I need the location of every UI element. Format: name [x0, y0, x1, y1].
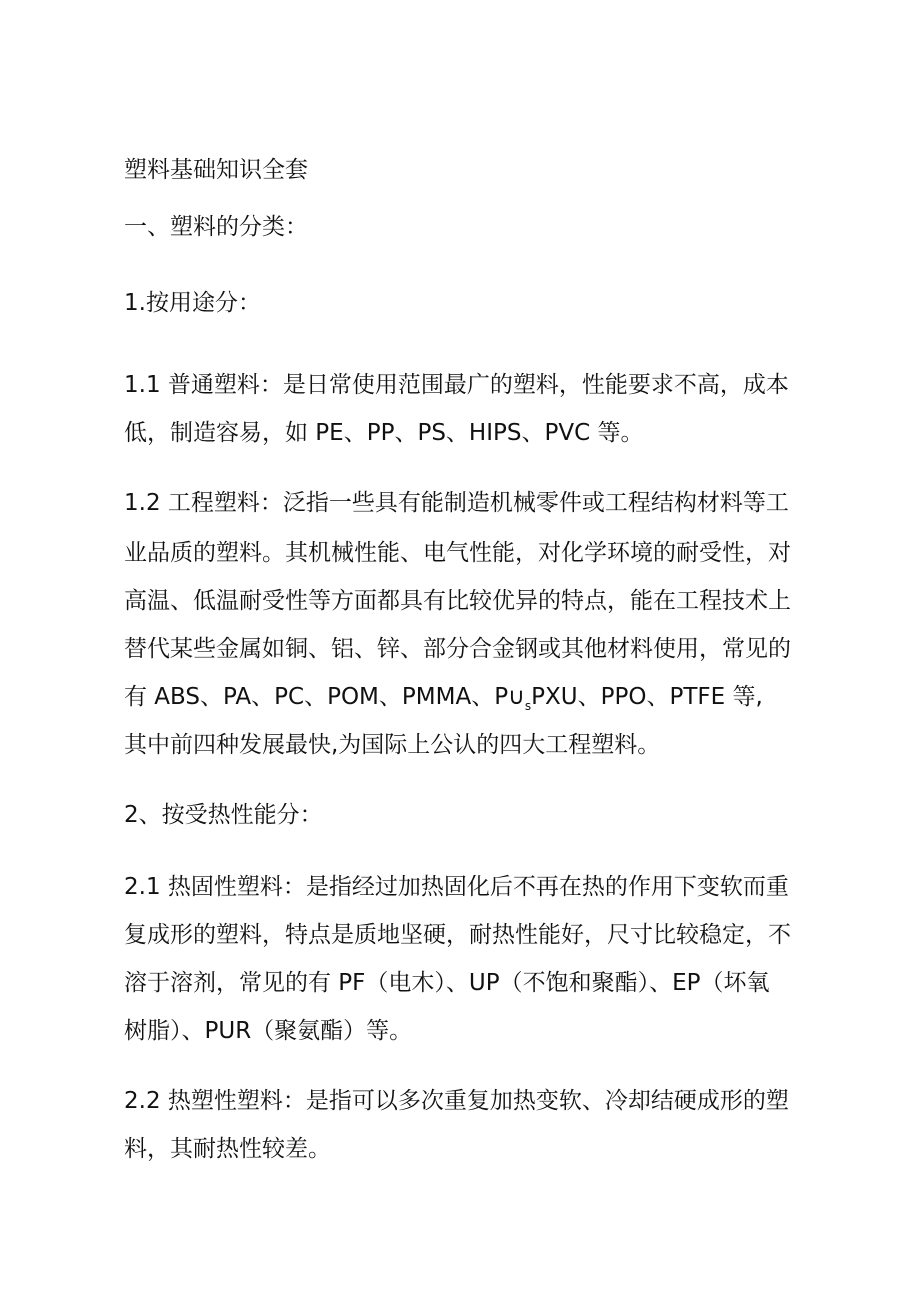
paragraph-line: 业品质的塑料。其机械性能、电气性能，对化学环境的耐受性，对: [124, 540, 791, 566]
paragraph-line: 1.1 普通塑料：是日常使用范围最广的塑料，性能要求不高，成本: [124, 372, 789, 398]
paragraph-line: 复成形的塑料，特点是质地坚硬，耐热性能好，尺寸比较稳定，不: [124, 922, 791, 948]
paragraph-line: 2.1 热固性塑料：是指经过加热固化后不再在热的作用下变软而重: [124, 874, 789, 900]
text-segment: PXU、PPO、PTFE 等,: [531, 684, 763, 710]
text-segment: 有 ABS、PA、PC、POM、PMMA、P∪: [124, 684, 525, 710]
paragraph-line: 其中前四种发展最快,为国际上公认的四大工程塑料。: [124, 732, 661, 758]
paragraph-line: 溶于溶剂，常见的有 PF（电木）、UP（不饱和聚酯）、EP（坏氧: [124, 970, 770, 996]
paragraph-line: 替代某些金属如铜、铝、锌、部分合金钢或其他材料使用，常见的: [124, 636, 791, 662]
document-title: 塑料基础知识全套: [124, 157, 308, 183]
paragraph-line: 1.2 工程塑料：泛指一些具有能制造机械零件或工程结构材料等工: [124, 490, 789, 516]
subscript-s: s: [524, 699, 532, 713]
paragraph-line: 树脂）、PUR（聚氨酯）等。: [124, 1018, 413, 1044]
subsection-heading-by-use: 1.按用途分：: [124, 290, 261, 316]
paragraph-line: 2.2 热塑性塑料：是指可以多次重复加热变软、冷却结硬成形的塑: [124, 1088, 789, 1114]
paragraph-line: 高温、低温耐受性等方面都具有比较优异的特点，能在工程技术上: [124, 588, 791, 614]
paragraph-line: 料，其耐热性较差。: [124, 1136, 331, 1162]
subsection-heading-by-heat: 2、按受热性能分：: [124, 802, 323, 828]
section-heading-classification: 一、塑料的分类：: [124, 214, 308, 240]
paragraph-line: [124, 681, 763, 722]
paragraph-line: 低，制造容易，如 PE、PP、PS、HIPS、PVC 等。: [124, 420, 644, 446]
